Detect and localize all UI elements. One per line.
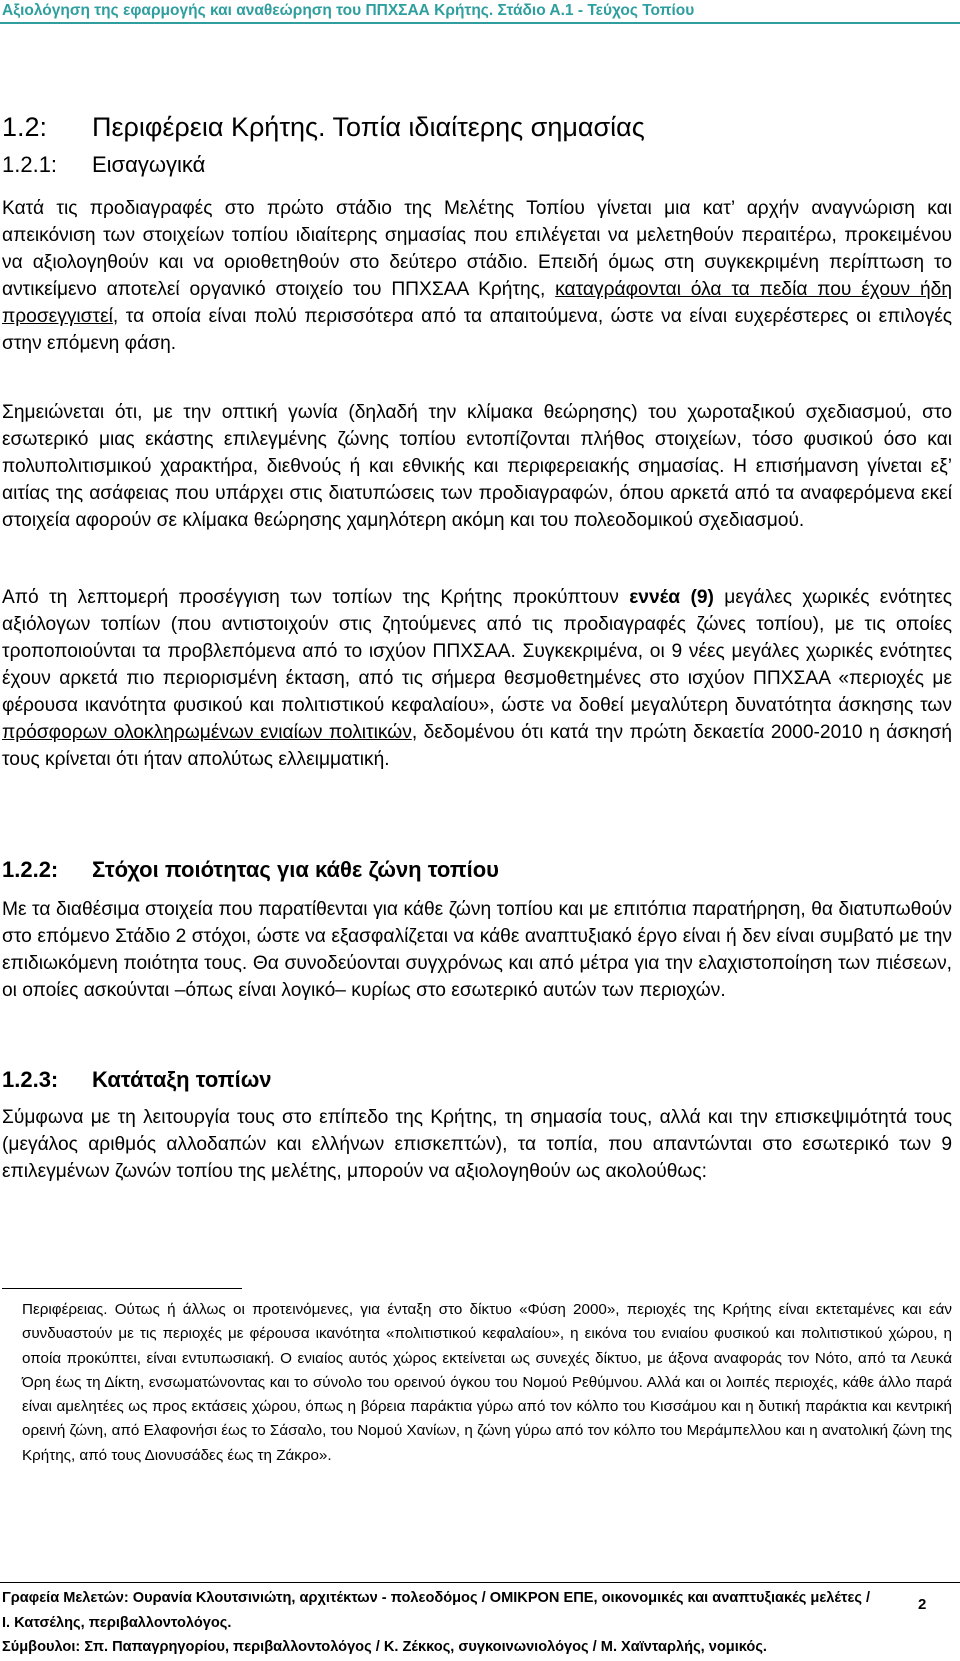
subsection-heading-intro — [2, 150, 205, 180]
classification-paragraph: Σύμφωνα με τη λειτουργία τους στο επίπεδο της Κρήτης, τη σημασία τους, αλλά και την επισκεψιμότητά τους (μεγάλος αριθμός αλλοδαπών και ελλήνων επισκεπτών), τα τοπία, που απαντώνται στο εσωτερικό των 9 επιλεγμένων ζωνών τοπίου της μελέτης, μπορούν να αξιολογηθούν ως ακολούθως: — [2, 1107, 952, 1182]
subsection-number: 1.2.1: — [2, 152, 58, 177]
section-title: Περιφέρεια Κρήτης. Τοπία ιδιαίτερης σημασίας — [92, 112, 645, 142]
subsection-heading-classification — [2, 1065, 272, 1095]
intro-paragraph-1: Κατά τις προδιαγραφές στο πρώτο στάδιο της Μελέτης Τοπίου γίνεται μια κατ’ αρχήν αναγνώριση και απεικόνιση των στοιχείων τοπίου ιδιαίτερης σημασίας που επιλέγεται να μελετηθούν περαιτέρω, προκειμένου να αξιολογηθούν και να οριοθετηθούν στο δεύτερο στάδιο. Επειδή όμως στη συγκεκριμένη περίπτωση το αντικείμενο αποτελεί οργανικό στοιχείο του ΠΠΧΣΑΑ Κρήτης, καταγράφονται όλα τα πεδία που έχουν ήδη προσεγγιστεί, τα οποία είναι πολύ περισσότερα από τα απαιτούμενα, ώστε να είναι ευχερέστερες οι επιλογές στην επόμενη φάση. — [2, 198, 952, 354]
section-heading — [2, 110, 645, 144]
subsection-title: Εισαγωγικά — [92, 152, 206, 177]
intro-paragraph-2: Σημειώνεται ότι, με την οπτική γωνία (δηλαδή την κλίμακα θεώρησης) του χωροταξικού σχεδιασμού, στο εσωτερικό μιας εκάστης επιλεγμένης ζώνης τοπίου εντοπίζονται πλήθος στοιχείων, τόσο φυσικού όσο και πολυπολιτισμικού χαρακτήρα, διεθνούς ή και εθνικής και περιφερειακής σημασίας. Η επισήμανση γίνεται εξ’ αιτίας της ασάφειας που υπάρχει στις διατυπώσεις των προδιαγραφών, όπου αρκετά από τα αναφερόμενα εκεί στοιχεία αφορούν σε κλίμακα θεώρησης χαμηλότερη ακόμη και του πολεοδομικού σχεδιασμού. — [2, 402, 952, 531]
goals-paragraph: Με τα διαθέσιμα στοιχεία που παρατίθενται για κάθε ζώνη τοπίου και με επιτόπια παρατήρηση, θα διατυπωθούν στο επόμενο Στάδιο 2 στόχοι, ώστε να εξασφαλίζεται να κάθε αναπτυξιακό έργο είναι ή δεν είναι συμβατό με την επιδιωκόμενη ποιότητα τους. Θα συνοδεύονται συγχρόνως και από μέτρα για την ελαχιστοποίηση των πιέσεων, οι οποίες ασκούνται –όπως είναι λογικό– κυρίως στο εσωτερικό αυτών των περιοχών. — [2, 899, 952, 1001]
header-rule — [0, 22, 960, 24]
footer-line-2: Ι. Κατσέλης, περιβαλλοντολόγος. — [2, 1614, 232, 1631]
underlined-phrase: πρόσφορων ολοκληρωμένων ενιαίων πολιτικών — [2, 722, 412, 743]
footer-rule — [0, 1582, 960, 1583]
footer-line-1: Γραφεία Μελετών: Ουρανία Κλουτσινιώτη, αρχιτέκτων - πολεοδόμος / ΟΜΙΚΡΟΝ ΕΠΕ, οικονομικές και αναπτυξιακές μελέτες / — [2, 1590, 871, 1606]
subsection-title: Κατάταξη τοπίων — [92, 1067, 272, 1092]
underlined-phrase: καταγράφονται όλα τα πεδία που έχουν ήδη προσεγγιστεί — [2, 279, 952, 327]
bold-phrase: εννέα (9) — [629, 587, 714, 608]
page-number: 2 — [918, 1596, 927, 1613]
page-footer — [2, 1586, 902, 1660]
section-number: 1.2: — [2, 112, 48, 142]
subsection-heading-goals — [2, 855, 499, 885]
intro-paragraph-3: Από τη λεπτομερή προσέγγιση των τοπίων της Κρήτης προκύπτουν εννέα (9) μεγάλες χωρικές ενότητες αξιόλογων τοπίων (που αντιστοιχούν στις ζητούμενες από τις προδιαγραφές ζώνες τοπίου), με τις οποίες τροποποιούνται τα προβλεπόμενα από το ισχύον ΠΠΧΣΑΑ. Συγκεκριμένα, οι 9 νέες μεγάλες χωρικές ενότητες έχουν αρκετά πιο περιορισμένη έκταση, από τις σήμερα θεσμοθετημένες στο ισχύον ΠΠΧΣΑΑ «περιοχές με φέρουσα ικανότητα φυσικού και πολιτιστικού κεφαλαίου», ώστε να δοθεί μεγαλύτερη δυνατότητα άσκησης των πρόσφορων ολοκληρωμένων ενιαίων πολιτικών, δεδομένου ότι κατά την πρώτη δεκαετία 2000-2010 η άσκησή τους κρίνεται ότι ήταν απολύτως ελλειμματική. — [2, 587, 952, 770]
subsection-number: 1.2.3: — [2, 1067, 59, 1092]
footnote-text: Περιφέρειας. Ούτως ή άλλως οι προτεινόμενες, για ένταξη στο δίκτυο «Φύση 2000», περιοχές της Κρήτης είναι εκτεταμένες και εάν συνδυαστούν με τις περιοχές με φέρουσα ικανότητα «πολιτιστικού κεφαλαίου», η εικόνα του ενιαίου φυσικού και πολιτιστικού χώρου, η οποία προκύπτει, είναι εντυπωσιακή. Ο ενιαίος αυτός χώρος εκτείνεται ως συνεχές δίκτυο, με άξονα αναφοράς τον Νότο, από τα Λευκά Όρη έως τη Δίκτη, ενσωματώνοντας και το σύνολο του ορεινού όγκου του Νομού Ρεθύμνου. Αλλά και οι λοιπές περιοχές, κάθε άλλο παρά είναι αμελητέες ως προς εκτάσεις χώρου, όπως η βόρεια παράκτια γύρω από τον κόλπο του Κισσάμου και η δυτική παράκτια και κεντρική ορεινή ζώνη, από Ελαφονήσι έως το Σάσαλο, του Νομού Χανίων, η ζώνη γύρω από τον κόλπο του Μεράμπελλου και η ανατολική ζώνη της Κρήτης, από τους Διονυσάδες έως τη Ζάκρο». — [22, 1301, 952, 1464]
footer-line-3: Σύμβουλοι: Σπ. Παπαγρηγορίου, περιβαλλοντολόγος / Κ. Ζέκκος, συγκοινωνιολόγος / Μ. Χαϊνταρλής, νομικός. — [2, 1639, 767, 1655]
subsection-number: 1.2.2: — [2, 857, 59, 882]
running-header: Αξιολόγηση της εφαρμογής και αναθεώρηση του ΠΠΧΣΑΑ Κρήτης. Στάδιο Α.1 - Τεύχος Τοπίου — [2, 2, 695, 19]
footnote-separator — [2, 1288, 242, 1289]
subsection-title: Στόχοι ποιότητας για κάθε ζώνη τοπίου — [92, 857, 499, 882]
